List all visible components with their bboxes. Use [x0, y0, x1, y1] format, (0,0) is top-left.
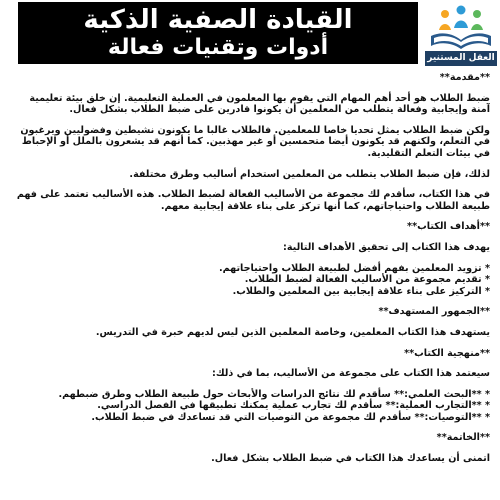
- header: [0, 0, 500, 68]
- list-item: * **البحث العلمي:** سأقدم لك نتائج الدراسات والأبحاث حول طبيعة الطلاب وطرق ضبطهم.: [58, 388, 490, 400]
- logo-text: العقل المستنير: [425, 51, 497, 66]
- method-heading: **منهجية الكتاب**: [404, 347, 490, 359]
- book-subtitle: أدوات وتقنيات فعالة: [107, 35, 329, 60]
- conclusion-text: اتمنى أن يساعدك هذا الكتاب في ضبط الطلاب بشكل فعال.: [211, 453, 490, 465]
- book-title: القيادة الصفية الذكية: [83, 5, 353, 35]
- document-body: [12, 72, 490, 496]
- list-item: * **التجارب العملية:** سأقدم لك تجارب عملية يمكنك تطبيقها في الفصل الدراسي.: [97, 400, 490, 412]
- intro-paragraph-1: ضبط الطلاب هو أحد أهم المهام التي يقوم بها المعلمون في العملية التعليمية. إن خلق بيئة تعليمية آمنة وإيجابية وفعالة يتطلب من المعلمين أن يكونوا قادرين على ضبط الطلاب بشكل فعال.: [29, 92, 490, 116]
- method-intro: سيعتمد هذا الكتاب على مجموعة من الأساليب، بما في ذلك:: [212, 368, 490, 380]
- goals-list: [12, 263, 490, 298]
- open-book-people-icon: [425, 2, 497, 52]
- intro-paragraph-3: لذلك، فإن ضبط الطلاب يتطلب من المعلمين استخدام أساليب وطرق مختلفة.: [129, 168, 490, 180]
- goals-heading: **أهداف الكتاب**: [407, 221, 490, 233]
- list-item: * التركيز على بناء علاقة إيجابية بين المعلمين والطلاب.: [232, 285, 490, 297]
- audience-text: يستهدف هذا الكتاب المعلمين، وخاصة المعلمين الذين ليس لديهم خبرة في التدريس.: [95, 326, 490, 338]
- list-item: * **التوصيات:** سأقدم لك مجموعة من التوصيات التي قد تساعدك في ضبط الطلاب.: [91, 411, 490, 423]
- intro-paragraph-4: في هذا الكتاب، سأقدم لك مجموعة من الأساليب الفعالة لضبط الطلاب. هذه الأساليب تعتمد على فهم طبيعة الطلاب واحتياجاتهم، كما أنها تركز على بناء علاقة إيجابية معهم.: [16, 189, 490, 212]
- logo: [425, 2, 497, 66]
- audience-heading: **الجمهور المستهدف**: [378, 306, 490, 318]
- goals-intro: يهدف هذا الكتاب إلى تحقيق الأهداف التالية:: [283, 241, 490, 253]
- list-item: * تقديم مجموعة من الأساليب الفعالة لضبط الطلاب.: [244, 274, 490, 286]
- conclusion-heading: **الخاتمة**: [436, 432, 490, 444]
- methods-list: [12, 389, 490, 424]
- intro-heading: **مقدمة**: [439, 72, 490, 83]
- title-banner: [18, 2, 418, 64]
- intro-paragraph-2: ولكن ضبط الطلاب يمثل تحديا خاصا للمعلمين. فالطلاب غالبا ما يكونون نشيطين وفضوليين ويرغبون في التعلم، ولكنهم قد يكونون أيضا متحمسين أو غير مهذبين. كما أنهم قد يشعرون بالملل أو الإحباط في بيئات التعلم التقليدية.: [20, 124, 490, 159]
- list-item: * تزويد المعلمين بفهم أفضل لطبيعة الطلاب واحتياجاتهم.: [218, 262, 490, 274]
